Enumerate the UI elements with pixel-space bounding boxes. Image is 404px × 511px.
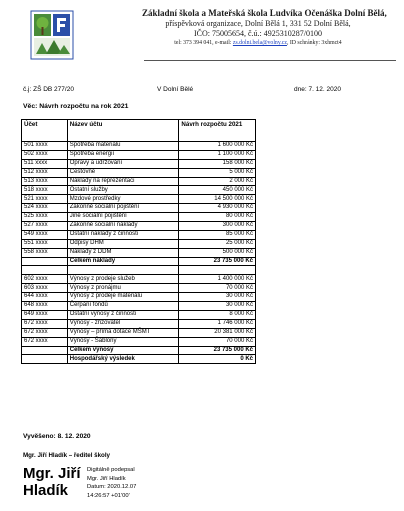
cell-amount: 80 000 Kč — [179, 213, 256, 222]
cell-amount: 2 000 Kč — [179, 177, 256, 186]
cell-amount: 8 000 Kč — [179, 311, 256, 320]
cell-name: Celkem výnosy — [67, 346, 179, 355]
cell-account: 602 xxxx — [22, 275, 68, 284]
cell-amount: 1 400 000 Kč — [179, 275, 256, 284]
table-row — [22, 186, 256, 195]
signature-detail-2: Mgr. Jiří Hladík — [87, 475, 126, 482]
cell-name — [67, 266, 179, 275]
cell-amount: 1 100 000 Kč — [179, 150, 256, 159]
cell-name: Náklady na reprezentaci — [67, 177, 179, 186]
cell-name: Spotřeba materiálu — [67, 142, 179, 151]
table-row — [22, 213, 256, 222]
header-account-name: Název účtu — [67, 120, 179, 142]
table-row — [22, 150, 256, 159]
cell-amount: 0 Kč — [179, 355, 256, 364]
signature-detail-3: Datum: 2020.12.07 — [87, 484, 137, 490]
cell-account: 649 xxxx — [22, 311, 68, 320]
cell-amount: 500 000 Kč — [179, 248, 256, 257]
cell-account: 527 xxxx — [22, 222, 68, 231]
cell-name: Ostatní náklady z činnosti — [67, 230, 179, 239]
contact-email-link[interactable]: zs.dolni.bela@volny.cz — [232, 40, 287, 46]
cell-name: Čerpání fondů — [67, 302, 179, 311]
cell-amount: 70 000 Kč — [179, 337, 256, 346]
cell-name: Mzdové prostředky — [67, 195, 179, 204]
signature-name — [23, 465, 81, 499]
header-account: Účet — [22, 120, 68, 142]
signature-details — [87, 466, 136, 500]
table-row — [22, 204, 256, 213]
cell-amount: 25 000 Kč — [179, 239, 256, 248]
table-row — [22, 142, 256, 151]
letterhead — [0, 0, 404, 62]
header-budget: Návrh rozpočtu 2021 — [179, 120, 256, 142]
published-date: Vyvěšeno: 8. 12. 2020 — [23, 433, 91, 440]
contact-databox: , ID schránky: 3xhmct4 — [286, 40, 342, 46]
table-row — [22, 195, 256, 204]
cell-amount: 1 746 000 Kč — [179, 319, 256, 328]
cell-name: Výnosy z prodeje služeb — [67, 275, 179, 284]
cell-amount: 5 000 Kč — [179, 168, 256, 177]
cell-account: 511 xxxx — [22, 159, 68, 168]
cell-account: 521 xxxx — [22, 195, 68, 204]
budget-table — [21, 119, 256, 364]
budget-rows — [22, 142, 256, 364]
cell-name: Odpisy DHM — [67, 239, 179, 248]
cell-account: 672 xxxx — [22, 319, 68, 328]
table-row — [22, 337, 256, 346]
cell-amount: 85 000 Kč — [179, 230, 256, 239]
cell-account: 518 xxxx — [22, 186, 68, 195]
cell-amount: 14 500 000 Kč — [179, 195, 256, 204]
cell-name: Zákonné sociální náklady — [67, 222, 179, 231]
school-ids: IČO: 75005654, č.ú.: 4925310287/0100 — [194, 28, 322, 38]
table-row — [22, 248, 256, 257]
cell-name: Hospodářský výsledek — [67, 355, 179, 364]
cell-name: Celkem náklady — [67, 257, 179, 266]
place: V Dolní Bělé — [157, 86, 194, 93]
cell-name: Zákonné sociální pojištění — [67, 204, 179, 213]
cell-account: 558 xxxx — [22, 248, 68, 257]
cell-account: 644 xxxx — [22, 293, 68, 302]
cell-account: 549 xxxx — [22, 230, 68, 239]
table-row — [22, 177, 256, 186]
cell-amount: 158 000 Kč — [179, 159, 256, 168]
table-row — [22, 275, 256, 284]
cell-account — [22, 257, 68, 266]
cell-name: Výnosy - zřizovatel — [67, 319, 179, 328]
cell-amount — [179, 266, 256, 275]
cell-amount: 30 000 Kč — [179, 293, 256, 302]
cell-account: 513 xxxx — [22, 177, 68, 186]
table-row — [22, 302, 256, 311]
cell-name: Výnosy z prodeje materiálu — [67, 293, 179, 302]
cell-name: Ostatní služby — [67, 186, 179, 195]
table-row — [22, 230, 256, 239]
signature-detail-1: Digitálně podepsal — [87, 467, 135, 473]
cell-amount: 70 000 Kč — [179, 284, 256, 293]
cell-name: Ostatní výnosy z činnosti — [67, 311, 179, 320]
reference-number: č.j: ZŠ DB 277/20 — [23, 86, 74, 93]
school-logo-icon — [30, 10, 74, 60]
cell-account: 524 xxxx — [22, 204, 68, 213]
table-row — [22, 284, 256, 293]
cell-amount: 20 381 000 Kč — [179, 328, 256, 337]
table-row — [22, 311, 256, 320]
cell-name: Výnosy – přímá dotace MŠMT — [67, 328, 179, 337]
cell-name: Výnosy - Šablony — [67, 337, 179, 346]
cell-account: 672 xxxx — [22, 337, 68, 346]
cell-amount: 23 735 000 Kč — [179, 257, 256, 266]
table-row — [22, 266, 256, 275]
signature-name-line1: Mgr. Jiří — [23, 465, 81, 482]
cell-account — [22, 346, 68, 355]
table-row — [22, 346, 256, 355]
header-rule — [144, 60, 396, 61]
cell-amount: 1 600 000 Kč — [179, 142, 256, 151]
table-row — [22, 168, 256, 177]
subject-line: Věc: Návrh rozpočtu na rok 2021 — [23, 103, 129, 110]
cell-name: Opravy a udržování — [67, 159, 179, 168]
school-name: Základní škola a Mateřská škola Ludvíka Očenáška Dolní Bělá, — [142, 8, 387, 18]
cell-amount: 4 930 000 Kč — [179, 204, 256, 213]
table-row — [22, 159, 256, 168]
cell-account: 603 xxxx — [22, 284, 68, 293]
document-date: dne: 7. 12. 2020 — [294, 86, 341, 93]
cell-name: Spotřeba energií — [67, 150, 179, 159]
table-row — [22, 239, 256, 248]
cell-name: Náklady z DDM — [67, 248, 179, 257]
table-row — [22, 222, 256, 231]
cell-account: 502 xxxx — [22, 150, 68, 159]
cell-account: 525 xxxx — [22, 213, 68, 222]
cell-account: 672 xxxx — [22, 328, 68, 337]
cell-account — [22, 266, 68, 275]
table-header-row — [22, 120, 256, 142]
cell-account: 551 xxxx — [22, 239, 68, 248]
cell-name: Jiné sociální pojištění — [67, 213, 179, 222]
contact-phone: tel: 373 394 041, e-mail: — [174, 40, 233, 46]
table-row — [22, 257, 256, 266]
cell-account: 512 xxxx — [22, 168, 68, 177]
table-row — [22, 319, 256, 328]
cell-account — [22, 355, 68, 364]
cell-name: Cestovné — [67, 168, 179, 177]
table-row — [22, 293, 256, 302]
cell-amount: 300 000 Kč — [179, 222, 256, 231]
school-address: příspěvková organizace, Dolní Bělá 1, 331 52 Dolní Bělá, — [165, 19, 351, 28]
signature-name-line2: Hladík — [23, 482, 69, 499]
cell-account: 648 xxxx — [22, 302, 68, 311]
table-row — [22, 328, 256, 337]
director-line: Mgr. Jiří Hladík – ředitel školy — [23, 452, 111, 459]
signature-detail-4: 14:26:57 +01'00' — [87, 492, 130, 499]
cell-amount: 30 000 Kč — [179, 302, 256, 311]
cell-name: Výnosy z pronájmu — [67, 284, 179, 293]
cell-account: 501 xxxx — [22, 142, 68, 151]
school-contact — [112, 39, 404, 47]
table-row — [22, 355, 256, 364]
cell-amount: 23 735 000 Kč — [179, 346, 256, 355]
cell-amount: 450 000 Kč — [179, 186, 256, 195]
